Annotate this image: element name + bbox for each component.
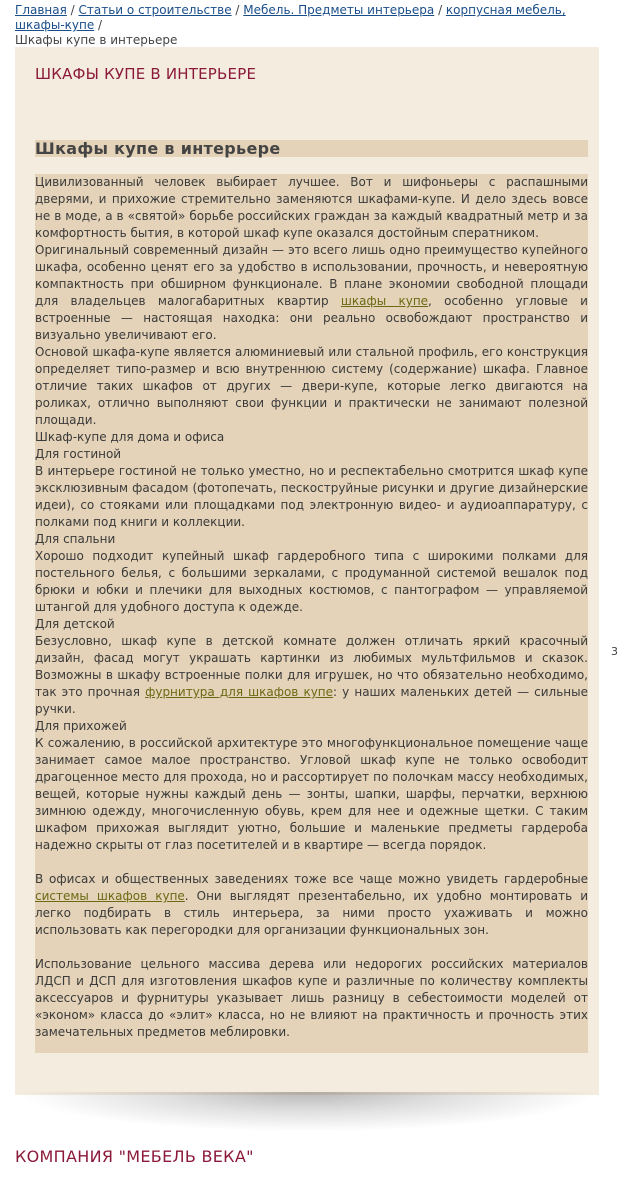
paragraph-text: Оригинальный современный дизайн — это всего лишь одно преимущество купейного шкафа, особенно ценят его за удобство в использовании, прочность, и невероятную компактность при обширном функционале. В плане экономии свободной площади для владельцев малогабаритных квартир	[35, 243, 588, 308]
clipped-edge-text: 3	[611, 645, 618, 658]
breadcrumb-separator: /	[434, 3, 446, 17]
article-body	[35, 174, 588, 1053]
paragraph-text: . Они выглядят презентабельно, их удобно монтировать и легко подбирать в стиль интерьера, за ними просто ухаживать и можно использовать как перегородки для организации функциональных зон.	[35, 889, 588, 937]
article-paragraph: В интерьере гостиной не только уместно, но и респектабельно смотрится шкаф купе эксклюзивным фасадом (фотопечать, пескоструйные рисунки и другие дизайнерские идеи), со стояками или площадками под электронную видео- и аудиоаппаратуру, с полками под книги и коллекции.	[35, 464, 588, 529]
section-heading-home-office: Шкаф-купе для дома и офиса	[35, 430, 225, 444]
section-heading-hallway: Для прихожей	[35, 719, 127, 733]
section-heading-kids-room: Для детской	[35, 617, 115, 631]
page-title: ШКАФЫ КУПЕ В ИНТЕРЬЕРЕ	[35, 65, 257, 83]
breadcrumb-separator: /	[66, 3, 79, 17]
breadcrumb	[15, 3, 610, 48]
paragraph-text: , особенно угловые и встроенные — настоящая находка: они реально освобождают пространство и визуально увеличивают его.	[35, 294, 588, 342]
section-heading-bedroom: Для спальни	[35, 532, 116, 546]
article-paragraph: Цивилизованный человек выбирает лучшее. Вот и шифоньеры с распашными дверями, и прихожие стремительно заменяются шкафами-купе. И дело здесь вовсе не в моде, а в «святой» борьбе российских граждан за каждый квадратный метр и за комфортность бытия, в которой шкаф купе оказался достойным сператником.	[35, 175, 588, 240]
article-heading: Шкафы купе в интерьере	[35, 140, 588, 157]
article-paragraph	[35, 871, 588, 939]
breadcrumb-separator: /	[231, 3, 244, 17]
link-wardrobes[interactable]: шкафы купе	[340, 294, 429, 308]
breadcrumb-current: Шкафы купе в интерьере	[15, 33, 178, 47]
article-paragraph	[35, 633, 588, 718]
article-paragraph: Использование цельного массива дерева или недорогих российских материалов ЛДСП и ДСП для изготовления шкафов купе и различные по количеству комплекты аксессуаров и фурнитуры указывает лишь разницу в себестоимости моделей от «эконом» класса до «элит» класса, но не влияют на практичность и прочность этих замечательных предметов меблировки.	[35, 957, 588, 1039]
section-heading-living-room: Для гостиной	[35, 447, 122, 461]
paragraph-text: : у наших маленьких детей — сильные ручки.	[35, 685, 588, 716]
content-box	[15, 47, 599, 1095]
breadcrumb-link-articles[interactable]: Статьи о строительстве	[78, 3, 232, 17]
article-paragraph	[35, 242, 588, 344]
article-paragraph: Основой шкафа-купе является алюминиевый или стальной профиль, его конструкция определяет типо-размер и всю внутреннюю систему (содержание) шкафа. Главное отличие таких шкафов от других — двери-купе, которые легко двигаются на роликах, отлично выполняют свои функции и практически не занимают полезной площади.	[35, 345, 588, 427]
paragraph-text: В офисах и общественных заведениях тоже все чаще можно увидеть гардеробные	[35, 872, 588, 886]
link-systems[interactable]: системы шкафов купе	[35, 889, 185, 903]
article-paragraph: К сожалению, в российской архитектуре это многофункциональное помещение чаще занимает самое малое пространство. Угловой шкаф купе не только освободит драгоценное место для прохода, но и рассортирует по полочкам массу необходимых, вещей, которые нужны каждый день — зонты, шапки, шарфы, перчатки, верхнюю зимнюю одежду, многочисленную обувь, крем для нее и одежные щетки. С таким шкафом прихожая выглядит уютно, большие и маленькие предметы гардероба надежно скрыты от глаз посетителей и в квартире — всегда порядок.	[35, 736, 588, 852]
link-fittings[interactable]: фурнитура для шкафов купе	[145, 685, 334, 699]
spacer	[35, 939, 588, 956]
breadcrumb-link-furniture[interactable]: Мебель. Предметы интерьера	[243, 3, 435, 17]
breadcrumb-link-cabinets[interactable]: корпусная мебель, шкафы-купе	[15, 3, 566, 32]
breadcrumb-link-home[interactable]: Главная	[15, 3, 67, 17]
box-shadow	[15, 1092, 599, 1132]
paragraph-text: Безусловно, шкаф купе в детской комнате должен отличать яркий красочный дизайн, фасад могут украшать картинки из любимых мультфильмов и сказок. Возможны в шкафу встроенные полки для игрушек, но что обязательно необходимо, так это прочная	[35, 634, 588, 699]
spacer	[35, 854, 588, 871]
article-paragraph: Хорошо подходит купейный шкаф гардеробного типа с широкими полками для постельного белья, с большими зеркалами, с продуманной системой вешалок под брюки и юбки и плечики для выходных костюмов, с пантографом — управляемой штангой для удобного доступа к одежде.	[35, 549, 588, 614]
breadcrumb-separator: /	[94, 18, 103, 32]
company-name: КОМПАНИЯ "МЕБЕЛЬ ВЕКА"	[15, 1147, 254, 1166]
